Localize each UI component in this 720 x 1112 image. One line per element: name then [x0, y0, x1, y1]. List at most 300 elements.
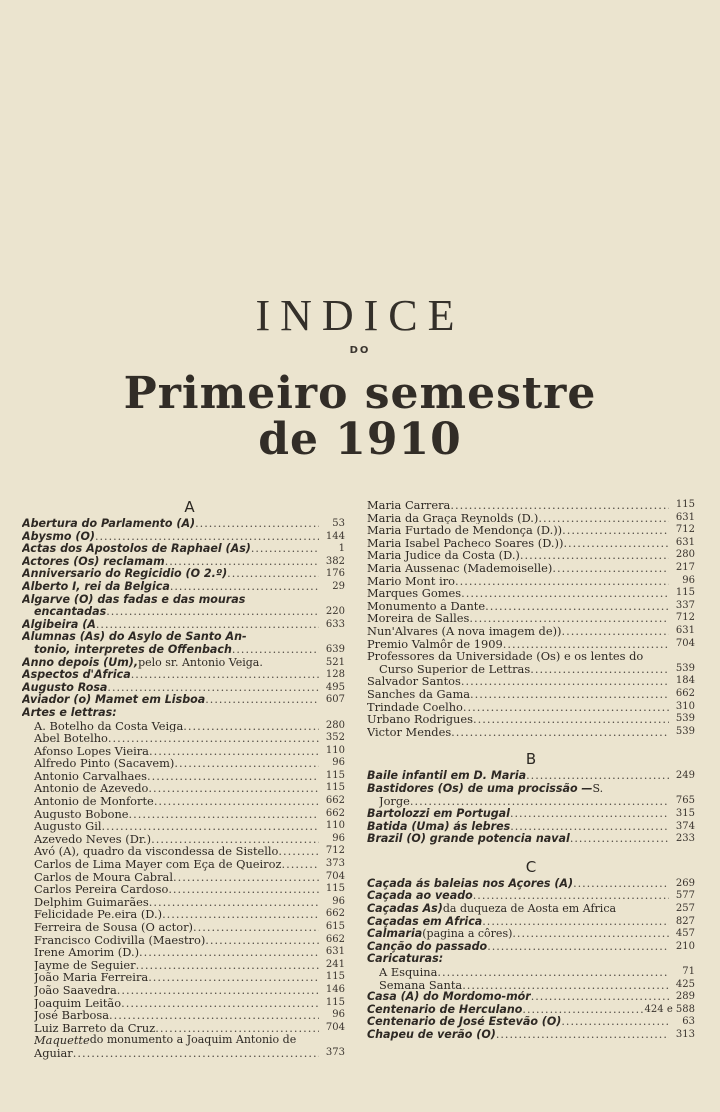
index-entry: [22, 921, 345, 934]
index-entry: [22, 808, 345, 821]
leader-dots: [108, 732, 319, 745]
page-number: 704: [325, 870, 345, 882]
page-number: 29: [332, 580, 345, 592]
page-number: 63: [682, 1016, 695, 1028]
page-number: 96: [332, 757, 345, 769]
index-entry: [22, 568, 345, 581]
leader-dots: [473, 890, 669, 903]
page-number: 115: [675, 499, 695, 510]
leader-dots: [463, 701, 669, 714]
page-number: 539: [675, 662, 695, 674]
page-number: 220: [325, 606, 345, 618]
entry-title: Maria Judice da Costa (D.): [367, 549, 520, 562]
index-entry: [367, 512, 695, 525]
entry-title: Baile infantil em D. Maria: [367, 770, 527, 783]
entry-title: Nun'Alvares (A nova imagem de)): [367, 624, 562, 638]
section-letter: C: [525, 857, 537, 876]
leader-dots: [73, 1047, 319, 1060]
index-entry: [22, 883, 345, 896]
entry-title: Luiz Barreto da Cruz: [34, 1021, 156, 1035]
leader-dots: [278, 845, 319, 858]
page-number: 374: [675, 820, 695, 832]
index-entry: [367, 726, 695, 739]
index-entry: [22, 984, 345, 997]
page-number: 662: [675, 687, 695, 699]
page-number: 96: [332, 1009, 345, 1021]
page-number: 639: [325, 643, 345, 655]
index-entry: [367, 675, 695, 688]
page-title: INDICE: [255, 291, 465, 340]
entry-title: Monumento a Dante: [367, 599, 486, 613]
entry-title: Carlos de Lima Mayer com Eça de Queiroz: [34, 858, 282, 871]
index-entry: [22, 934, 345, 947]
index-entry: [367, 625, 695, 638]
index-entry: [367, 1016, 695, 1029]
index-entry: [367, 587, 695, 600]
entry-title: Carlos de Moura Cabral: [34, 870, 173, 884]
leader-dots: [131, 669, 319, 682]
page-number: 607: [325, 694, 345, 706]
entry-title: Marques Gomes: [367, 587, 462, 600]
entry-title: Actores (Os) reclamam: [22, 555, 165, 568]
leader-dots: [526, 770, 669, 783]
page-number: 631: [675, 624, 695, 636]
entry-title: Casa (A) do Mordomo-mór: [367, 991, 531, 1004]
leader-dots: [485, 600, 669, 613]
page-number: 115: [325, 883, 345, 895]
page-number: 352: [325, 732, 345, 744]
entry-title: Maria Aussenac (Mademoiselle): [367, 561, 553, 575]
leader-dots: [96, 619, 319, 632]
index-entry: [22, 1047, 345, 1060]
leader-dots: [520, 549, 669, 562]
entry-title: encantadas: [34, 606, 107, 619]
index-entry: [22, 971, 345, 984]
index-entry: [367, 770, 695, 783]
leader-dots: [552, 562, 669, 575]
leader-dots: [107, 682, 319, 695]
page-number: 280: [675, 549, 695, 561]
entry-title: Artes e lettras:: [22, 706, 117, 719]
page-number: 382: [325, 555, 345, 567]
index-entry: [367, 878, 695, 891]
entry-title: Maquette: [34, 1034, 90, 1047]
entry-title: Calmaria: [367, 928, 423, 941]
entry-title-extra: (pagina a côres): [422, 928, 513, 941]
entry-title: Actas dos Apostolos de Raphael (As): [22, 543, 251, 556]
entry-title: Abysmo (O): [22, 530, 95, 543]
index-entry: [22, 871, 345, 884]
entry-title: Professores da Universidade (Os) e os lentes do: [367, 650, 644, 663]
entry-title-extra: da duqueza de Aosta em Africa: [442, 903, 617, 916]
section-gap: [367, 846, 695, 856]
entry-title: Delphim Guimarães: [34, 895, 149, 909]
leader-dots: [563, 537, 669, 550]
page-number: 521: [325, 656, 345, 668]
leader-dots: [148, 971, 319, 984]
leader-dots: [461, 587, 669, 600]
page-number: 115: [675, 587, 695, 599]
leader-dots: [496, 1029, 669, 1042]
entry-title: Canção do passado: [367, 940, 488, 953]
page-number: 71: [682, 966, 695, 977]
entry-title: Augusto Rosa: [22, 681, 108, 694]
entry-title: Curso Superior de Lettras: [379, 662, 531, 676]
page-number: 115: [325, 996, 345, 1008]
section-letter-a: A: [184, 498, 195, 516]
leader-dots: [151, 833, 319, 846]
entry-title: Semana Santa: [379, 978, 463, 992]
index-entry: [367, 808, 695, 821]
leader-dots: [561, 625, 669, 638]
index-entry: [367, 928, 695, 941]
leader-dots: [205, 934, 319, 947]
section-gap: [367, 738, 695, 748]
leader-dots: [227, 568, 319, 581]
entry-title: Chapeu de verão (O): [367, 1028, 496, 1041]
entry-title: José Barbosa: [34, 1009, 110, 1022]
page-number: 662: [325, 795, 345, 807]
index-entry: [367, 612, 695, 625]
leader-dots: [149, 896, 319, 909]
index-entry: [367, 783, 695, 796]
entry-title: Moreira de Salles: [367, 612, 470, 625]
leader-dots: [461, 675, 669, 688]
index-entry: [22, 594, 345, 607]
entry-title: Maria Furtado de Mendonça (D.)): [367, 524, 563, 537]
entry-title: Trindade Coelho: [367, 700, 463, 714]
index-entry: [367, 941, 695, 954]
entry-title: Premio Valmôr de 1909: [367, 637, 503, 651]
leader-dots: [512, 928, 669, 941]
leader-dots: [455, 575, 669, 588]
leader-dots: [522, 1004, 642, 1017]
leader-dots: [437, 966, 669, 979]
entry-title: Antonio Carvalhaes: [34, 769, 147, 783]
page-number: 425: [675, 978, 695, 990]
leader-dots: [473, 713, 669, 726]
page-number: 280: [325, 719, 345, 731]
page-number: 184: [675, 675, 695, 687]
index-entry: [367, 991, 695, 1004]
index-entry: [367, 979, 695, 992]
page-number: 577: [675, 890, 695, 902]
index-entry: [367, 575, 695, 588]
entry-title: Maria da Graça Reynolds (D.): [367, 511, 539, 525]
entry-title: Antonio de Azevedo: [34, 782, 149, 796]
page-number: 128: [325, 669, 345, 681]
page-number: 827: [675, 915, 695, 927]
entry-title: Azevedo Neves (Dr.): [34, 832, 152, 846]
entry-title: Maria Isabel Pacheco Soares (D.)): [367, 536, 564, 550]
page-number: 712: [325, 845, 345, 857]
entry-title: Carlos Pereira Cardoso: [34, 883, 169, 896]
page-number: 310: [675, 700, 695, 712]
index-entry: [367, 537, 695, 550]
index-entry: [22, 997, 345, 1010]
index-entry: [22, 770, 345, 783]
entry-title: Algarve (O) das fadas e das mouras: [22, 593, 246, 606]
leader-dots: [531, 991, 669, 1004]
entry-title: Avó (A), quadro da viscondessa de Sistello: [34, 845, 279, 859]
index-entry: [22, 543, 345, 556]
index-entry: [367, 688, 695, 701]
entry-title: Batida (Uma) ás lebres: [367, 820, 511, 833]
leader-dots: [173, 871, 319, 884]
left-column: [22, 496, 345, 1060]
page-number: 176: [325, 568, 345, 580]
page-number: 662: [325, 933, 345, 945]
page-number: 615: [325, 921, 345, 932]
index-entry: [22, 657, 345, 670]
entry-title: Bastidores (Os) de uma procissão —: [367, 782, 593, 795]
page-number: 53: [332, 518, 345, 529]
index-entry: [22, 707, 345, 720]
index-entry: [367, 499, 695, 512]
index-entry: [22, 782, 345, 795]
leader-dots: [570, 833, 669, 846]
index-entry: [367, 821, 695, 834]
leader-dots: [149, 745, 319, 758]
entry-title: Caçada ás baleias nos Açores (A): [367, 877, 574, 890]
index-entry: [22, 1022, 345, 1035]
page-number: 539: [675, 725, 695, 737]
index-entry: [367, 638, 695, 651]
entry-title: Ferreira de Sousa (O actor): [34, 921, 193, 934]
page-number: 662: [325, 908, 345, 920]
index-entry: [367, 890, 695, 903]
leader-dots: [469, 612, 669, 625]
index-entry: [367, 903, 695, 916]
entry-title: Sanches da Gama: [367, 687, 471, 701]
entry-title: Augusto Bobone: [34, 807, 129, 821]
index-entry: [22, 833, 345, 846]
index-entry: [22, 606, 345, 619]
index-entry: [367, 650, 695, 663]
entry-title: Felicidade Pe.eira (D.): [34, 908, 163, 921]
page-number: 495: [325, 681, 345, 693]
page-number: 289: [675, 991, 695, 1003]
page-number: 96: [332, 832, 345, 844]
subtitle-line-2: de 1910: [258, 414, 462, 465]
entry-title-extra: do monumento a Joaquim Antonio de: [89, 1034, 297, 1047]
entry-title: Afonso Lopes Vieira: [34, 744, 149, 758]
page-number: 96: [332, 895, 345, 907]
entry-title: Abel Botelho: [34, 732, 108, 745]
index-entry: [22, 757, 345, 770]
entry-title: tonio, interpretes de Offenbach: [34, 643, 232, 656]
entry-title: Maria Carrera: [367, 499, 451, 512]
index-entry: [367, 966, 695, 979]
index-entry: [22, 845, 345, 858]
index-entry: [22, 669, 345, 682]
index-entry: [367, 795, 695, 808]
entry-title: A. Botelho da Costa Veiga: [34, 719, 184, 733]
page-number: 257: [675, 903, 695, 915]
leader-dots: [147, 770, 319, 783]
entry-title: Alfredo Pinto (Sacavem): [34, 757, 175, 770]
entry-title: Caçadas As): [367, 903, 443, 916]
index-entry: [367, 833, 695, 846]
page-number: 217: [675, 561, 695, 573]
leader-dots: [174, 757, 319, 770]
entry-title: Salvador Santos: [367, 675, 461, 688]
index-entry: [22, 1034, 345, 1047]
page-number: 115: [325, 971, 345, 983]
leader-dots: [450, 499, 669, 512]
index-entry: [22, 581, 345, 594]
index-entry: [22, 1009, 345, 1022]
leader-dots: [168, 883, 319, 896]
entry-title: Alumnas (As) do Asylo de Santo An-: [22, 631, 247, 644]
leader-dots: [183, 720, 319, 733]
index-entry: [22, 531, 345, 544]
entry-title: João Saavedra: [34, 983, 117, 997]
entry-title: Centenario de Herculano: [367, 1003, 523, 1016]
leader-dots: [129, 808, 319, 821]
entry-title: Algibeira (A: [22, 618, 96, 631]
index-entry: [22, 858, 345, 871]
page-number: 712: [675, 612, 695, 624]
leader-dots: [451, 726, 669, 739]
page-number: 241: [325, 958, 345, 970]
leader-dots: [155, 1022, 319, 1035]
leader-dots: [510, 821, 669, 834]
right-column: [367, 499, 695, 1042]
page-number: 269: [675, 877, 695, 889]
entry-title: Antonio de Monforte: [34, 795, 154, 808]
leader-dots: [487, 941, 669, 954]
leader-dots: [561, 1016, 669, 1029]
index-entry: [367, 1029, 695, 1042]
entry-title: Urbano Rodrigues: [367, 713, 473, 726]
leader-dots: [205, 694, 319, 707]
leader-dots: [109, 1009, 319, 1022]
page-number: 315: [675, 808, 695, 820]
page-number: 249: [675, 770, 695, 782]
leader-dots: [482, 916, 669, 929]
leader-dots: [193, 921, 319, 934]
leader-dots: [121, 997, 319, 1010]
subtitle-line-1: Primeiro semestre: [123, 368, 597, 419]
page-number: 424 e 588: [644, 1003, 695, 1015]
leader-dots: [251, 543, 319, 556]
entry-title: Caçada ao veado: [367, 890, 473, 903]
leader-dots: [154, 795, 319, 808]
leader-dots: [165, 556, 319, 569]
index-entry: [367, 713, 695, 726]
entry-title: Centenario de José Estevão (O): [367, 1016, 562, 1029]
index-entry: [22, 959, 345, 972]
leader-dots: [139, 946, 319, 959]
index-entry: [22, 896, 345, 909]
leader-dots: [410, 795, 669, 808]
page-number: 631: [675, 536, 695, 548]
page-number: 633: [325, 618, 345, 630]
page-number: 373: [325, 1046, 345, 1058]
leader-dots: [503, 638, 669, 651]
page-number: 457: [675, 928, 695, 940]
index-entry: [22, 644, 345, 657]
page-number: 210: [675, 940, 695, 952]
entry-title-extra: pelo sr. Antonio Veiga.: [138, 656, 263, 669]
entry-title: Anno depois (Um),: [22, 656, 139, 669]
index-entry: [367, 600, 695, 613]
entry-title: Irene Amorim (D.): [34, 946, 140, 959]
entry-title: Brazil (O) grande potencia naval: [367, 833, 570, 846]
page-number: 373: [325, 858, 345, 870]
leader-dots: [162, 908, 319, 921]
leader-dots: [573, 878, 669, 891]
entry-title: Caçadas em Africa: [367, 915, 483, 928]
entry-title: Jayme de Seguier: [34, 958, 136, 972]
index-entry: [22, 908, 345, 921]
index-entry: [22, 946, 345, 959]
entry-title: Augusto Gil: [34, 820, 102, 833]
page-number: 110: [325, 820, 345, 832]
section-letter: B: [525, 750, 537, 769]
index-entry: [367, 916, 695, 929]
index-entry: [367, 701, 695, 714]
index-entry: [367, 663, 695, 676]
leader-dots: [106, 606, 319, 619]
page-number: 313: [675, 1028, 695, 1040]
leader-dots: [530, 663, 669, 676]
page-number: 539: [675, 713, 695, 725]
page-number: 631: [325, 946, 345, 958]
index-entry: [22, 518, 345, 531]
index-entry: [367, 562, 695, 575]
leader-dots: [117, 984, 319, 997]
entry-title-extra: S.: [592, 782, 604, 795]
title-connector: DO: [349, 345, 371, 356]
entry-title: Aguiar: [34, 1046, 73, 1060]
index-entry: [22, 682, 345, 695]
index-entry: [22, 732, 345, 745]
leader-dots: [538, 512, 669, 525]
page-number: 144: [325, 530, 345, 542]
page-number: 704: [675, 637, 695, 649]
leader-dots: [281, 858, 319, 871]
index-entry: [22, 820, 345, 833]
page-number: 115: [325, 782, 345, 794]
page-number: 662: [325, 807, 345, 819]
page-number: 765: [675, 795, 695, 807]
leader-dots: [136, 959, 319, 972]
entry-title: Bartolozzi em Portugal: [367, 808, 510, 821]
entry-title: Joaquim Leitão: [34, 996, 122, 1010]
leader-dots: [148, 782, 319, 795]
leader-dots: [470, 688, 669, 701]
entry-title: Francisco Codivilla (Maestro): [34, 933, 206, 947]
entry-title: Alberto I, rei da Belgica: [22, 580, 170, 593]
index-entry: [367, 524, 695, 537]
index-entry: [367, 1004, 695, 1017]
index-entry: [367, 549, 695, 562]
entry-title: Aspectos d'Africa: [22, 669, 131, 682]
index-entry: [22, 795, 345, 808]
index-entry: [22, 619, 345, 632]
entry-title: Anniversario do Regicidio (O 2.º): [22, 568, 228, 581]
entry-title: Victor Mendes: [367, 725, 452, 739]
leader-dots: [510, 808, 669, 821]
entry-title: Caricaturas:: [367, 953, 444, 966]
index-entry: [367, 953, 695, 966]
index-entry: [22, 745, 345, 758]
entry-title: A Esquina: [379, 966, 438, 979]
page-number: 631: [675, 511, 695, 523]
entry-title: Abertura do Parlamento (A): [22, 518, 196, 530]
